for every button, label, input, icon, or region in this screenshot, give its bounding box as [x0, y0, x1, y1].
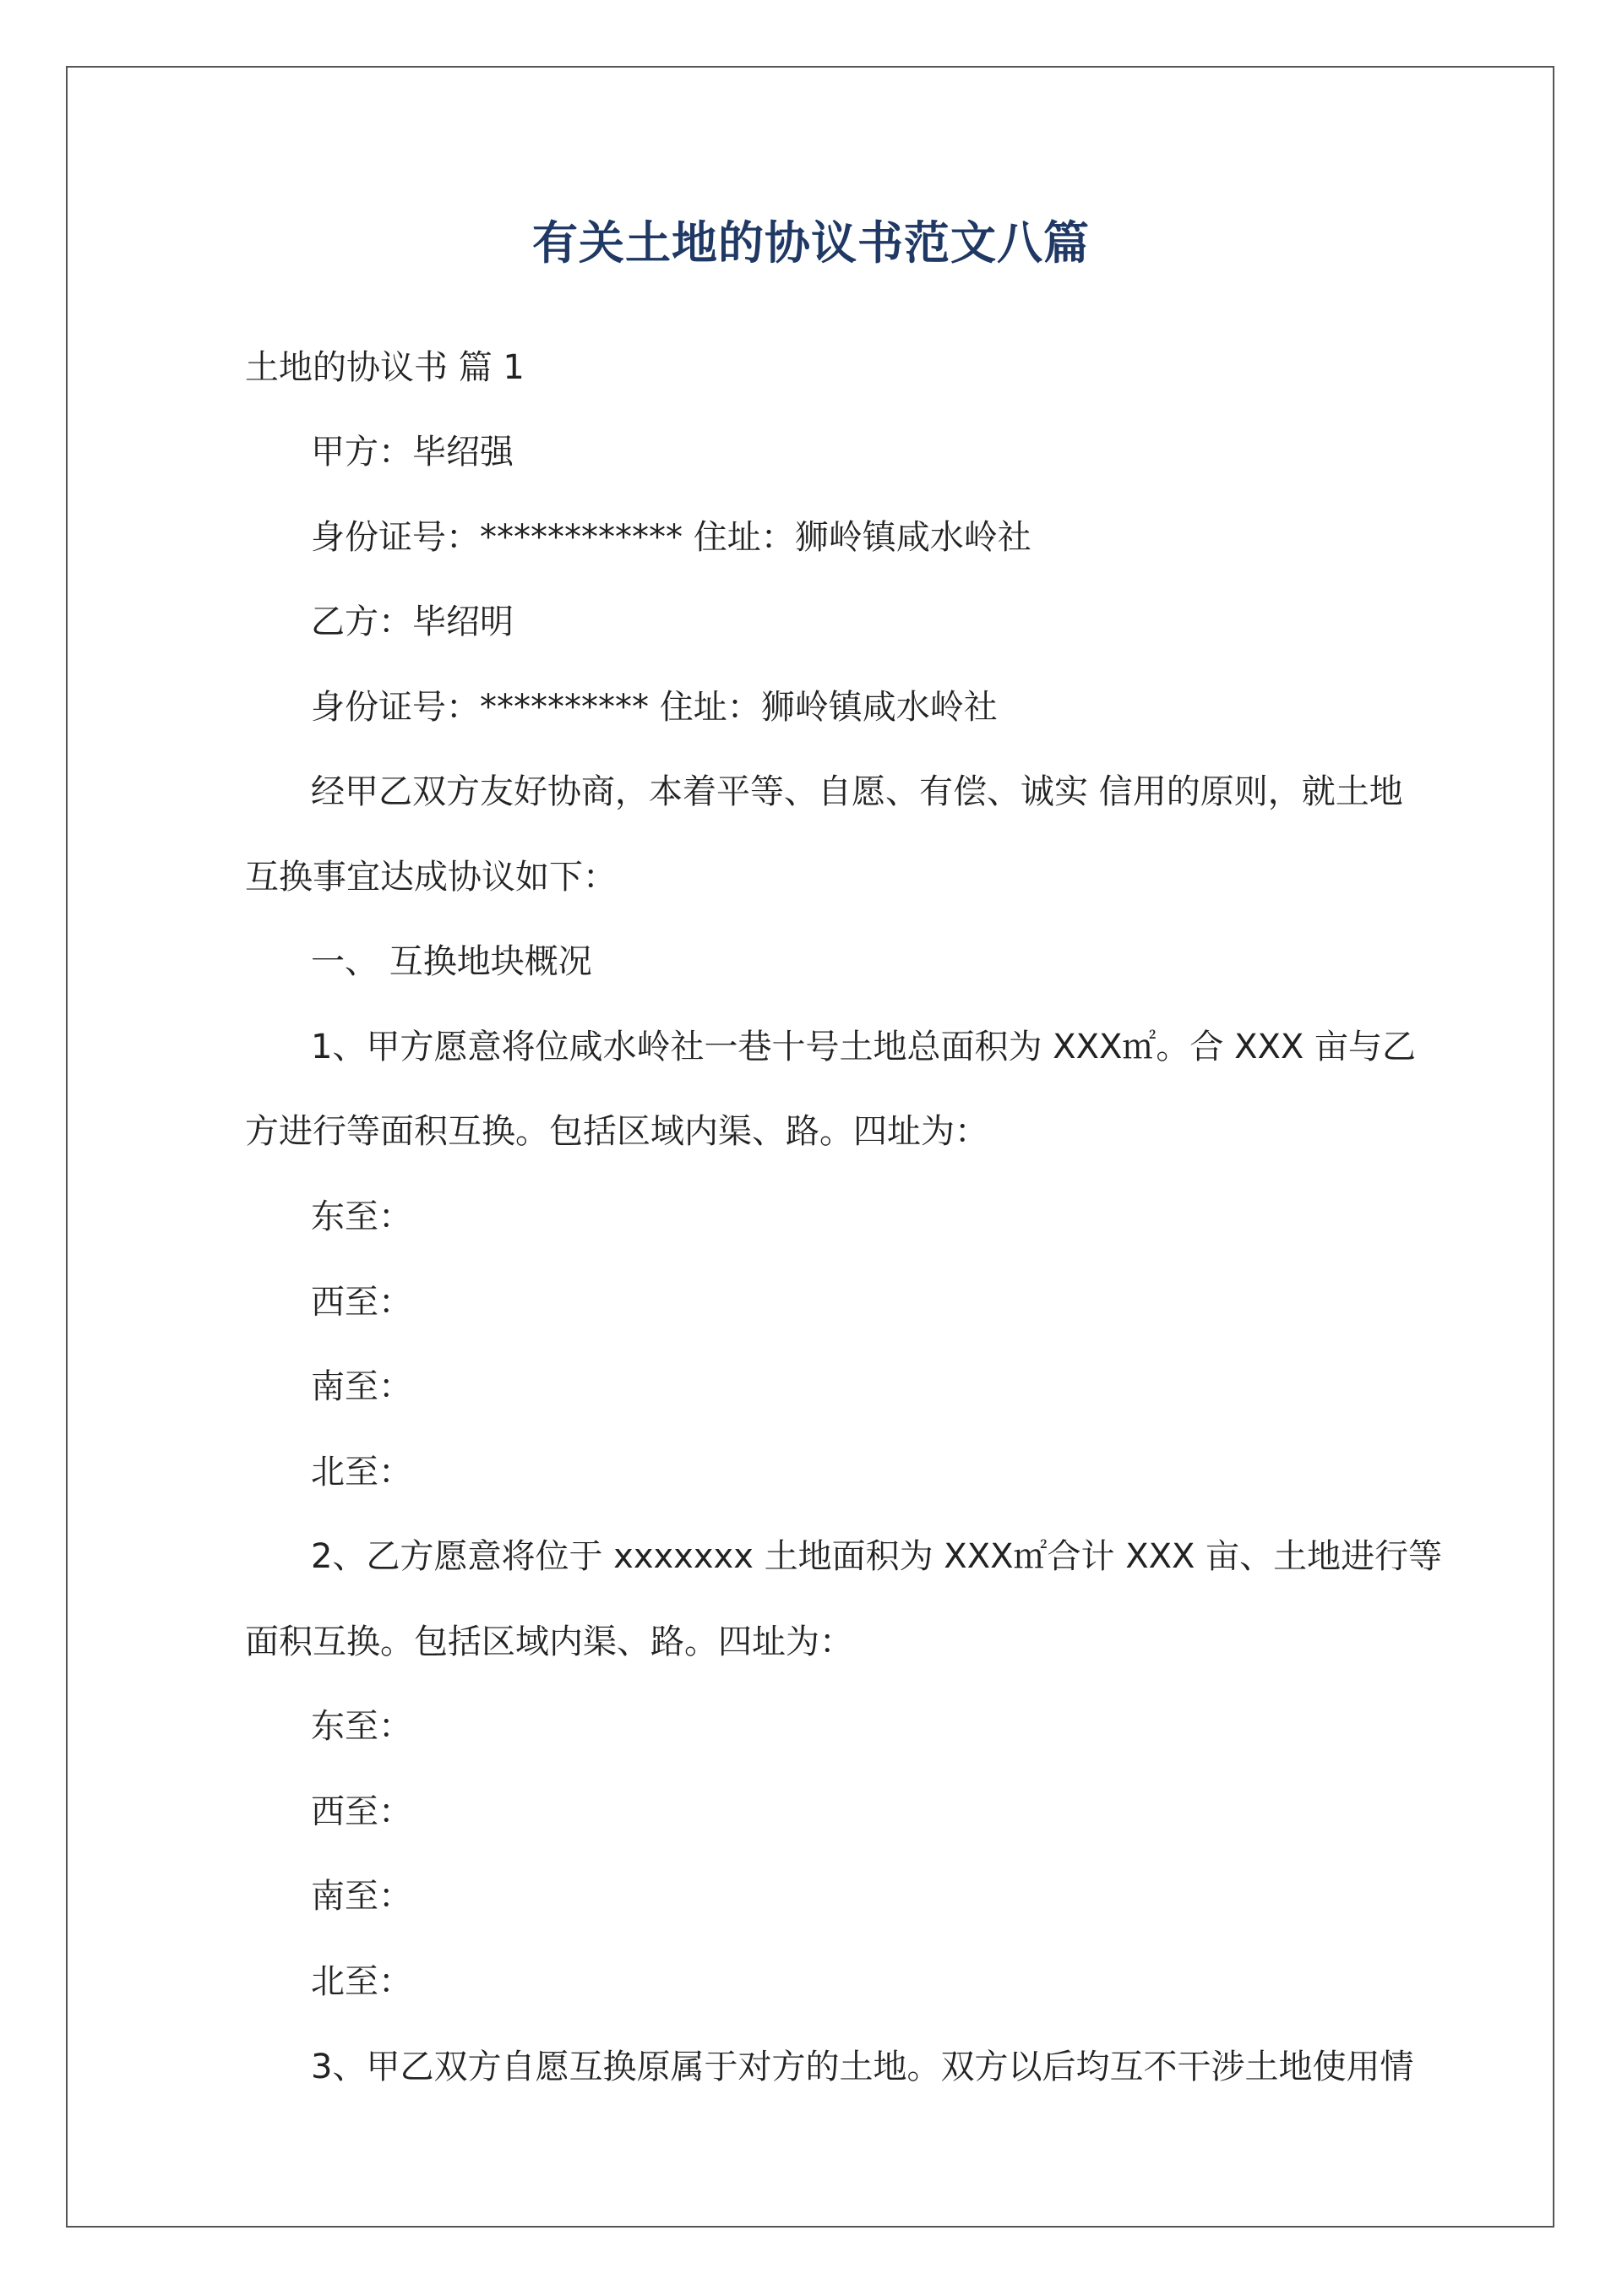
party-b-id-address: 身份证号：********** 住址：狮岭镇咸水岭社	[311, 688, 998, 727]
clause3-line1: 3、甲乙双方自愿互换原属于对方的土地。双方以后均互不干涉土地使用情	[311, 2048, 1414, 2086]
clause2-line1: 2、乙方愿意将位于 xxxxxxx 土地面积为 XXX㎡合计 XXX 亩、土地进行等	[311, 1537, 1443, 1576]
clause1-south: 南至：	[311, 1367, 412, 1406]
clause2-south: 南至：	[311, 1877, 412, 1916]
document-title: 有关土地的协议书范文八篇	[532, 216, 1090, 270]
clause1-line1: 1、甲方愿意将位咸水岭社一巷十号土地总面积为 XXX㎡。合 XXX 亩与乙	[311, 1028, 1417, 1066]
party-a-id-address: 身份证号：************ 住址：狮岭镇咸水岭社	[311, 518, 1031, 557]
intro-paragraph-line1: 经甲乙双方友好协商，本着平等、自愿、有偿、诚实 信用的原则，就土地	[311, 772, 1403, 811]
clause1-line2: 方进行等面积互换。包括区域内渠、路。四址为：	[245, 1112, 988, 1151]
part-one-heading: 一、 互换地块概况	[311, 942, 592, 981]
clause2-north: 北至：	[311, 1962, 412, 2001]
clause2-east: 东至：	[311, 1707, 412, 1746]
party-a: 甲方：毕绍强	[311, 433, 514, 472]
party-b: 乙方：毕绍明	[311, 603, 514, 641]
clause1-east: 东至：	[311, 1197, 412, 1236]
clause1-north: 北至：	[311, 1453, 412, 1492]
clause1-west: 西至：	[311, 1283, 412, 1322]
clause2-west: 西至：	[311, 1792, 412, 1831]
intro-paragraph-line2: 互换事宜达成协议如下：	[245, 858, 617, 897]
section-heading: 土地的协议书 篇 1	[245, 348, 525, 387]
clause2-line2: 面积互换。包括区域内渠、路。四址为：	[245, 1622, 853, 1661]
